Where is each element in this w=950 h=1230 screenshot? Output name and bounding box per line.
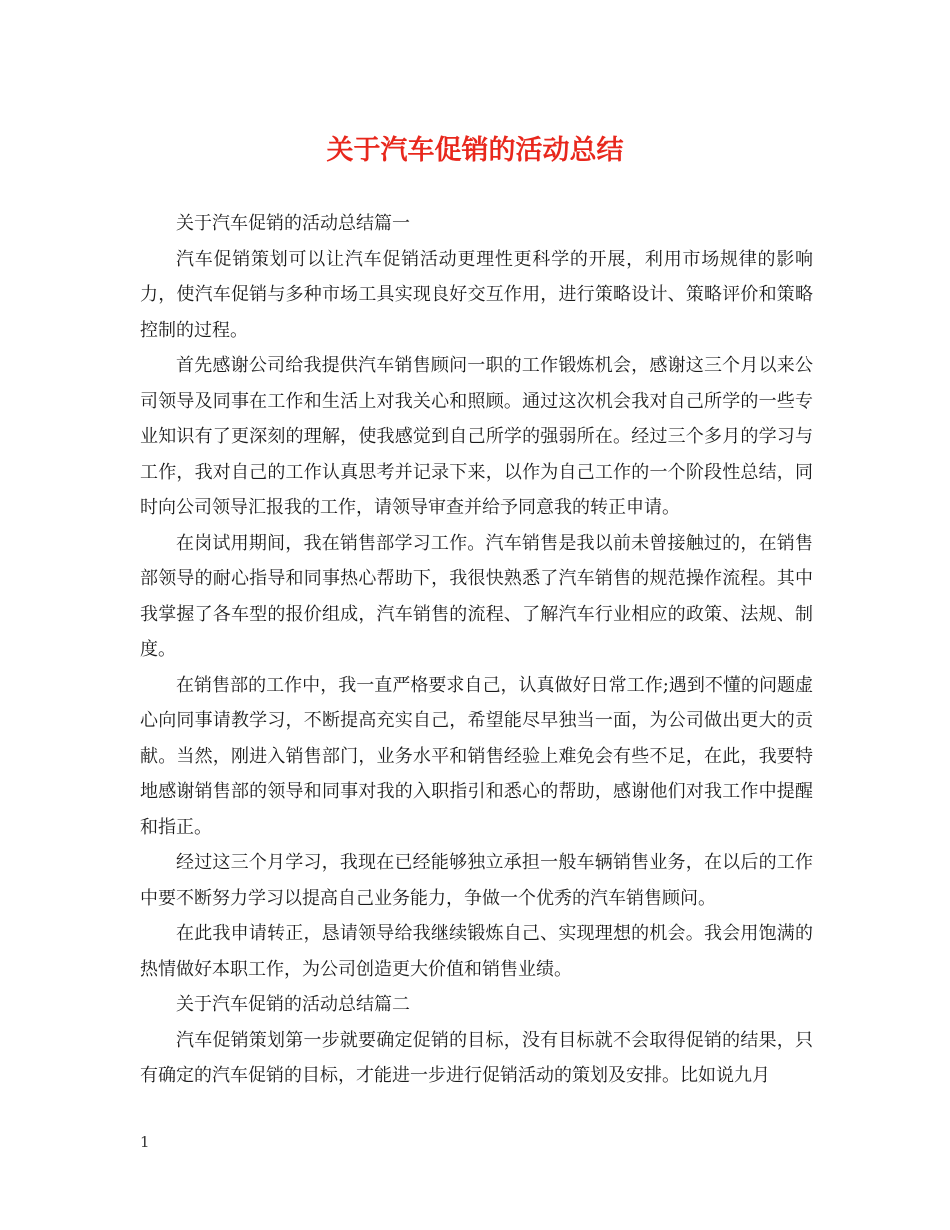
- body-paragraph: 在此我申请转正，恳请领导给我继续锻炼自己、实现理想的机会。我会用饱满的热情做好本职工作，为公司创造更大价值和销售业绩。: [140, 923, 813, 980]
- body-paragraph: 汽车促销策划可以让汽车促销活动更理性更科学的开展，利用市场规律的影响力，使汽车促销与多种市场工具实现良好交互作用，进行策略设计、策略评价和策略控制的过程。: [140, 248, 813, 341]
- section-heading-1: 关于汽车促销的活动总结篇一: [176, 213, 410, 234]
- page-number: 1: [140, 1133, 150, 1151]
- document-title: 关于汽车促销的活动总结: [326, 135, 624, 166]
- body-paragraph: 在岗试用期间，我在销售部学习工作。汽车销售是我以前未曾接触过的，在销售部领导的耐心指导和同事热心帮助下，我很快熟悉了汽车销售的规范操作流程。其中我掌握了各车型的报价组成，汽车销售的流程、了解汽车行业相应的政策、法规、制度。: [140, 532, 813, 660]
- body-paragraph: 汽车促销策划第一步就要确定促销的目标，没有目标就不会取得促销的结果，只有确定的汽车促销的目标，才能进一步进行促销活动的策划及安排。比如说九月: [140, 1029, 813, 1086]
- body-paragraph: 首先感谢公司给我提供汽车销售顾问一职的工作锻炼机会，感谢这三个月以来公司领导及同事在工作和生活上对我关心和照顾。通过这次机会我对自己所学的一些专业知识有了更深刻的理解，使我感觉到自己所学的强弱所在。经过三个多月的学习与工作，我对自己的工作认真思考并记录下来，以作为自己工作的一个阶段性总结，同时向公司领导汇报我的工作，请领导审查并给予同意我的转正申请。: [140, 355, 813, 518]
- body-paragraph: 经过这三个月学习，我现在已经能够独立承担一般车辆销售业务，在以后的工作中要不断努力学习以提高自己业务能力，争做一个优秀的汽车销售顾问。: [140, 852, 813, 909]
- body-paragraph: 在销售部的工作中，我一直严格要求自己，认真做好日常工作;遇到不懂的问题虚心向同事请教学习，不断提高充实自己，希望能尽早独当一面，为公司做出更大的贡献。当然，刚进入销售部门，业务水平和销售经验上难免会有些不足，在此，我要特地感谢销售部的领导和同事对我的入职指引和悉心的帮助，感谢他们对我工作中提醒和指正。: [140, 674, 813, 838]
- document-body: [140, 206, 813, 1094]
- section-heading-2: 关于汽车促销的活动总结篇二: [176, 994, 410, 1015]
